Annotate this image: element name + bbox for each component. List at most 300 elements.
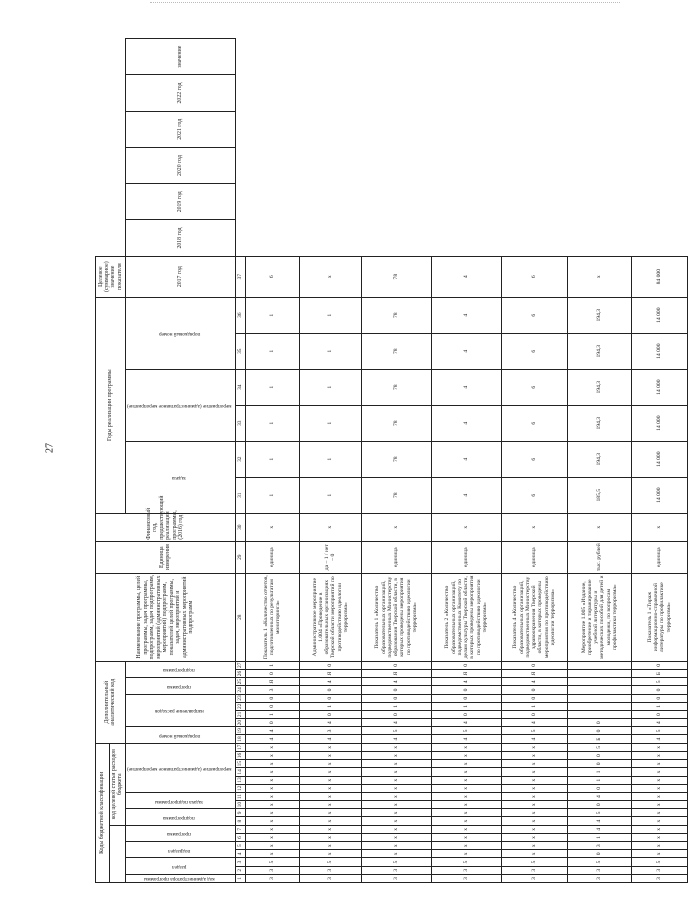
row-year-value: 1 — [245, 477, 299, 513]
code-cell: 3 — [631, 866, 687, 874]
code-cell: х — [631, 825, 687, 833]
vertical-header-label: подраздел — [168, 847, 191, 854]
code-cell: 3 — [567, 874, 631, 882]
row-year-value: 1 — [245, 297, 299, 333]
code-cell: х — [501, 768, 567, 776]
column-number: 20 — [235, 719, 245, 727]
row-year-value: 1 — [245, 441, 299, 477]
code-cell: х — [361, 809, 431, 817]
row-year-value: 194,3 — [567, 333, 631, 369]
column-number: 9 — [235, 809, 245, 817]
code-cell: 5 — [631, 858, 687, 866]
code-cell: х — [361, 801, 431, 809]
code-cell: х — [631, 752, 687, 760]
vertical-header-label: код администратора программы — [143, 876, 215, 882]
column-number: 4 — [235, 850, 245, 858]
column-number: 35 — [235, 333, 245, 369]
code-cell: 0 — [431, 661, 501, 669]
vertical-header — [125, 809, 235, 825]
code-cell: х — [631, 792, 687, 800]
table-row — [361, 39, 431, 883]
header-base-year: Финансовый год, предшествующий реализации программы, (2016) год — [96, 513, 236, 541]
column-number: 30 — [235, 513, 245, 541]
header-year: 2017 год — [125, 256, 235, 297]
code-cell: 4 — [567, 817, 631, 825]
vertical-header — [125, 297, 235, 369]
row-unit: тыс. рублей — [567, 541, 631, 573]
code-cell: х — [631, 760, 687, 768]
scan-artifact — [150, 2, 620, 6]
header-year: 2018 год — [125, 220, 235, 256]
header-row — [96, 39, 110, 883]
code-cell: 1 — [431, 702, 501, 710]
code-cell: 4 — [299, 678, 361, 686]
column-number: 37 — [235, 256, 245, 297]
code-cell: 3 — [567, 866, 631, 874]
code-cell: 3 — [299, 874, 361, 882]
code-cell: 4 — [431, 678, 501, 686]
row-name: Мероприятие 1.005 «Издание, приобретение и тиражирование учебной литературы и методических пособий для детей и молодежи, по вопросам профилактики терроризма» — [567, 573, 631, 661]
code-cell: 5 — [431, 858, 501, 866]
code-cell: 0 — [567, 760, 631, 768]
code-cell: 0 — [299, 694, 361, 702]
code-cell: х — [361, 817, 431, 825]
code-cell: х — [501, 752, 567, 760]
row-year-value: 194,3 — [567, 369, 631, 405]
row-name: Административное мероприятие 1.004 «Проведение в образовательных организациях Тверской области мероприятий по противодействию идеологии терроризма» — [299, 573, 361, 661]
header-year: 2022 год — [125, 75, 235, 111]
column-number: 18 — [235, 735, 245, 743]
code-cell: х — [299, 842, 361, 850]
row-target: 4 — [431, 256, 501, 297]
code-cell: 3 — [431, 874, 501, 882]
column-number: 1 — [235, 874, 245, 882]
row-name: Показатель 1 «Тираж информационно-справочной литературы по профилактике терроризма» — [631, 573, 687, 661]
row-target: х — [299, 256, 361, 297]
row-year-value: 194,3 — [567, 297, 631, 333]
column-number: 3 — [235, 858, 245, 866]
rotated-table-frame — [95, 38, 672, 883]
code-cell: х — [299, 760, 361, 768]
code-cell — [567, 694, 631, 702]
vertical-header-label: программа — [167, 683, 192, 690]
code-cell: 1 — [299, 702, 361, 710]
code-cell: 3 — [431, 866, 501, 874]
column-number: 8 — [235, 817, 245, 825]
code-cell: Я — [245, 678, 299, 686]
column-number: 32 — [235, 441, 245, 477]
code-cell: 1 — [631, 702, 687, 710]
column-number: 36 — [235, 297, 245, 333]
row-year-value: 6 — [501, 441, 567, 477]
header-year: 2019 год — [125, 184, 235, 220]
row-unit: единица — [501, 541, 567, 573]
column-number: 14 — [235, 768, 245, 776]
row-year-value: 1 — [245, 405, 299, 441]
column-number: 5 — [235, 842, 245, 850]
column-number: 22 — [235, 702, 245, 710]
code-cell: х — [501, 809, 567, 817]
code-cell: х — [501, 842, 567, 850]
code-cell: 1 — [245, 710, 299, 718]
vertical-header-label: подпрограмма — [163, 667, 196, 674]
code-cell: 3 — [631, 874, 687, 882]
code-cell: х — [299, 801, 361, 809]
column-number: 7 — [235, 825, 245, 833]
code-cell: 4 — [567, 825, 631, 833]
code-cell: 0 — [631, 710, 687, 718]
code-cell: х — [631, 801, 687, 809]
code-cell: 0 — [361, 661, 431, 669]
code-cell: х — [299, 825, 361, 833]
code-cell: 0 — [567, 784, 631, 792]
code-cell: 0 — [501, 710, 567, 718]
column-number: 16 — [235, 752, 245, 760]
code-cell: Я — [431, 670, 501, 678]
code-cell: 5 — [501, 858, 567, 866]
code-cell: 4 — [431, 735, 501, 743]
code-cell: х — [361, 833, 431, 841]
row-year-value: 1 — [299, 405, 361, 441]
code-cell: х — [361, 850, 431, 858]
column-number: 33 — [235, 405, 245, 441]
row-year-value: 6 — [501, 297, 567, 333]
code-cell — [567, 686, 631, 694]
code-cell: 5 — [361, 858, 431, 866]
code-cell: х — [299, 817, 361, 825]
header-kbk-group: код целевой статьи расходов бюджета — [110, 743, 126, 825]
code-cell: х — [245, 792, 299, 800]
row-year-value: 1 — [299, 441, 361, 477]
code-cell: х — [299, 784, 361, 792]
row-year-value: 1 — [299, 369, 361, 405]
code-cell: 0 — [299, 661, 361, 669]
row-year-value: 1 — [299, 333, 361, 369]
header-name: Наименование программы, целей программы, задач программы, подпрограмм, задач подпрограмм, мероприятий (административных мероприятий) подпрограмм, показателей целей программы, задач, мероприятий и административных мероприятий подпрограмм — [96, 573, 236, 661]
document-page — [95, 38, 672, 883]
code-cell: Б — [567, 735, 631, 743]
vertical-header — [125, 661, 235, 678]
code-cell: х — [501, 817, 567, 825]
header-year: 2021 год — [125, 111, 235, 147]
column-number: 13 — [235, 776, 245, 784]
code-cell: х — [361, 776, 431, 784]
code-cell: х — [299, 752, 361, 760]
code-cell: 3 — [567, 842, 631, 850]
code-cell: х — [631, 817, 687, 825]
header-classification: Коды бюджетной классификации — [96, 743, 110, 882]
code-cell — [567, 702, 631, 710]
code-cell: х — [431, 768, 501, 776]
column-number: 6 — [235, 833, 245, 841]
code-cell: х — [431, 817, 501, 825]
code-cell: 0 — [299, 686, 361, 694]
row-year-value: 78 — [361, 297, 431, 333]
vertical-header-label: подпрограмма — [163, 814, 196, 821]
row-base-year: х — [431, 513, 501, 541]
code-cell: х — [299, 792, 361, 800]
row-base-year: х — [501, 513, 567, 541]
row-year-value: 6 — [501, 369, 567, 405]
column-number: 21 — [235, 710, 245, 718]
code-cell: 4 — [245, 727, 299, 735]
row-target: 84 000 — [631, 256, 687, 297]
code-cell: 4 — [567, 792, 631, 800]
row-target: х — [567, 256, 631, 297]
code-cell: 5 — [567, 858, 631, 866]
header-unit: Единица измерения — [96, 541, 236, 573]
column-number: 17 — [235, 743, 245, 751]
row-year-value: 4 — [431, 405, 501, 441]
code-cell: 4 — [631, 735, 687, 743]
code-cell: х — [245, 825, 299, 833]
vertical-header — [125, 825, 235, 841]
code-cell: 0 — [501, 661, 567, 669]
code-cell: х — [631, 743, 687, 751]
code-cell: х — [501, 760, 567, 768]
code-cell: х — [245, 784, 299, 792]
code-cell: 0 — [245, 670, 299, 678]
code-cell: х — [431, 743, 501, 751]
code-cell: х — [501, 825, 567, 833]
code-cell: 0 — [567, 801, 631, 809]
code-cell: х — [299, 850, 361, 858]
code-cell: 3 — [361, 866, 431, 874]
code-cell: х — [431, 760, 501, 768]
vertical-header — [125, 694, 235, 727]
code-cell: х — [631, 768, 687, 776]
row-name: Показатель 4 «Количество образовательных организаций, подведомственных Министерству здравоохранения Тверской области, в которых проведены мероприятия по противодействию идеологии терроризма» — [501, 573, 567, 661]
code-cell: 5 — [501, 727, 567, 735]
vertical-header-label: направление расходов — [154, 708, 204, 715]
code-cell: 4 — [631, 719, 687, 727]
code-cell: х — [431, 833, 501, 841]
code-cell: х — [431, 825, 501, 833]
code-cell: 5 — [431, 727, 501, 735]
code-cell: х — [501, 784, 567, 792]
row-year-value: 78 — [361, 333, 431, 369]
code-cell: х — [361, 768, 431, 776]
row-year-value: 78 — [361, 441, 431, 477]
code-cell: х — [501, 833, 567, 841]
column-number: 12 — [235, 784, 245, 792]
row-year-value: 185,5 — [567, 477, 631, 513]
vertical-header — [125, 369, 235, 441]
code-cell: 5 — [567, 743, 631, 751]
table-row — [245, 39, 299, 883]
code-cell: х — [299, 809, 361, 817]
column-number: 10 — [235, 801, 245, 809]
code-cell: х — [245, 801, 299, 809]
code-cell: х — [431, 784, 501, 792]
code-cell: х — [631, 776, 687, 784]
code-cell: х — [631, 784, 687, 792]
row-year-value: 1 — [245, 369, 299, 405]
column-number: 23 — [235, 694, 245, 702]
code-cell: х — [361, 784, 431, 792]
vertical-header-label: программа — [167, 831, 192, 838]
row-name: Показатель 2 «Количество образовательных организаций, подведомственных Комитету по делам культуры Тверской области, в которых проведены мероприятия по противодействию идеологии терроризма» — [431, 573, 501, 661]
table-row — [299, 39, 361, 883]
code-cell: х — [431, 801, 501, 809]
vertical-header-label: задача — [172, 475, 187, 482]
header-years-group: Годы реализации программы — [96, 297, 126, 513]
code-cell: 3 — [245, 874, 299, 882]
code-cell: 0 — [501, 686, 567, 694]
code-cell: х — [431, 776, 501, 784]
program-indicators-table — [95, 38, 688, 883]
code-cell: 4 — [501, 719, 567, 727]
column-number: 27 — [235, 661, 245, 669]
vertical-header — [125, 441, 235, 513]
code-cell: х — [501, 850, 567, 858]
code-cell: х — [245, 850, 299, 858]
row-year-value: 4 — [431, 369, 501, 405]
code-cell: Б — [631, 670, 687, 678]
row-unit: единица — [245, 541, 299, 573]
vertical-header — [125, 792, 235, 808]
code-cell: х — [431, 850, 501, 858]
header-target-group: Целевое (суммарное) значение показателя — [96, 256, 126, 297]
code-cell: х — [245, 809, 299, 817]
code-cell: 4 — [299, 735, 361, 743]
row-year-value: 6 — [501, 405, 567, 441]
code-cell: 3 — [501, 866, 567, 874]
row-year-value: 1 — [245, 333, 299, 369]
header-target-value: значение — [125, 39, 235, 75]
vertical-header — [125, 874, 235, 882]
row-target: 78 — [361, 256, 431, 297]
column-number: 2 — [235, 866, 245, 874]
code-cell: 0 — [431, 710, 501, 718]
row-year-value: 6 — [501, 477, 567, 513]
code-cell: х — [631, 809, 687, 817]
row-year-value: 1 — [299, 477, 361, 513]
row-target: 6 — [501, 256, 567, 297]
row-base-year: х — [361, 513, 431, 541]
code-cell: 3 — [299, 866, 361, 874]
code-cell: х — [299, 743, 361, 751]
row-year-value: 194,3 — [567, 441, 631, 477]
code-cell: 1 — [567, 776, 631, 784]
row-year-value: 6 — [501, 333, 567, 369]
column-number: 29 — [235, 541, 245, 573]
row-year-value: 4 — [431, 477, 501, 513]
row-year-value: 14 000 — [631, 441, 687, 477]
code-cell: 0 — [567, 752, 631, 760]
code-cell — [567, 670, 631, 678]
code-cell — [567, 710, 631, 718]
code-cell: 0 — [631, 694, 687, 702]
vertical-header-label: задача подпрограммы — [155, 798, 204, 805]
row-year-value: 194,3 — [567, 405, 631, 441]
code-cell: х — [501, 776, 567, 784]
header-year: 2020 год — [125, 147, 235, 183]
code-cell: 1 — [361, 702, 431, 710]
code-cell: 0 — [567, 719, 631, 727]
code-cell: х — [361, 743, 431, 751]
code-cell: 4 — [361, 719, 431, 727]
row-name: Показатель 1 «Количество отчетов, подготовленных по результатам мониторинга» — [245, 573, 299, 661]
code-cell: 5 — [567, 809, 631, 817]
row-target: 6 — [245, 256, 299, 297]
row-name: Показатель 1 «Количество образовательных организаций, подведомственных Министерству образования Тверской области, в которых проведены мероприятия по противодействию идеологии терроризма» — [361, 573, 431, 661]
column-numbers-row — [235, 39, 245, 883]
row-unit: единица — [431, 541, 501, 573]
column-number: 28 — [235, 573, 245, 661]
code-cell: 5 — [361, 727, 431, 735]
code-cell: х — [245, 760, 299, 768]
vertical-header — [125, 743, 235, 792]
code-cell: 4 — [431, 719, 501, 727]
header-row — [125, 39, 235, 883]
row-year-value: 14 000 — [631, 369, 687, 405]
code-cell: х — [361, 825, 431, 833]
code-cell: 0 — [245, 694, 299, 702]
code-cell: 5 — [299, 858, 361, 866]
code-cell: х — [361, 752, 431, 760]
code-cell: 0 — [245, 702, 299, 710]
code-cell: 1 — [567, 833, 631, 841]
row-year-value: 4 — [431, 441, 501, 477]
code-cell: 0 — [361, 686, 431, 694]
code-cell: Я — [501, 670, 567, 678]
code-cell: 3 — [245, 686, 299, 694]
page-number: 27 — [44, 443, 56, 453]
code-cell: 0 — [631, 686, 687, 694]
column-number: 15 — [235, 760, 245, 768]
code-cell — [567, 678, 631, 686]
code-cell: 5 — [245, 858, 299, 866]
code-cell: х — [431, 809, 501, 817]
code-cell: х — [361, 792, 431, 800]
vertical-header-label: мероприятие (административное мероприятие) — [126, 403, 232, 410]
row-year-value: 1 — [299, 297, 361, 333]
code-cell: х — [501, 801, 567, 809]
code-cell: х — [501, 792, 567, 800]
vertical-header-label: мероприятие (административное мероприятие) — [126, 765, 232, 772]
row-year-value: 78 — [361, 369, 431, 405]
code-cell: 4 — [361, 735, 431, 743]
column-number: 25 — [235, 678, 245, 686]
code-cell: 1 — [567, 768, 631, 776]
code-cell: 4 — [245, 735, 299, 743]
code-cell: 3 — [501, 874, 567, 882]
row-year-value: 4 — [431, 333, 501, 369]
code-cell: 4 — [501, 678, 567, 686]
row-unit: единица — [631, 541, 687, 573]
row-base-year: х — [245, 513, 299, 541]
code-cell: 0 — [245, 719, 299, 727]
code-cell: х — [245, 752, 299, 760]
code-cell: х — [501, 743, 567, 751]
header-blank — [110, 825, 126, 882]
code-cell: 5 — [631, 678, 687, 686]
row-year-value: 14 000 — [631, 297, 687, 333]
code-cell: 4 — [501, 735, 567, 743]
code-cell: 4 — [299, 719, 361, 727]
code-cell: Я — [299, 670, 361, 678]
code-cell: 3 — [245, 866, 299, 874]
code-cell: х — [361, 760, 431, 768]
vertical-header — [125, 842, 235, 858]
code-cell: х — [431, 842, 501, 850]
code-cell: х — [245, 743, 299, 751]
row-base-year: х — [567, 513, 631, 541]
table-row — [501, 39, 567, 883]
code-cell: Я — [361, 670, 431, 678]
row-year-value: 78 — [361, 477, 431, 513]
